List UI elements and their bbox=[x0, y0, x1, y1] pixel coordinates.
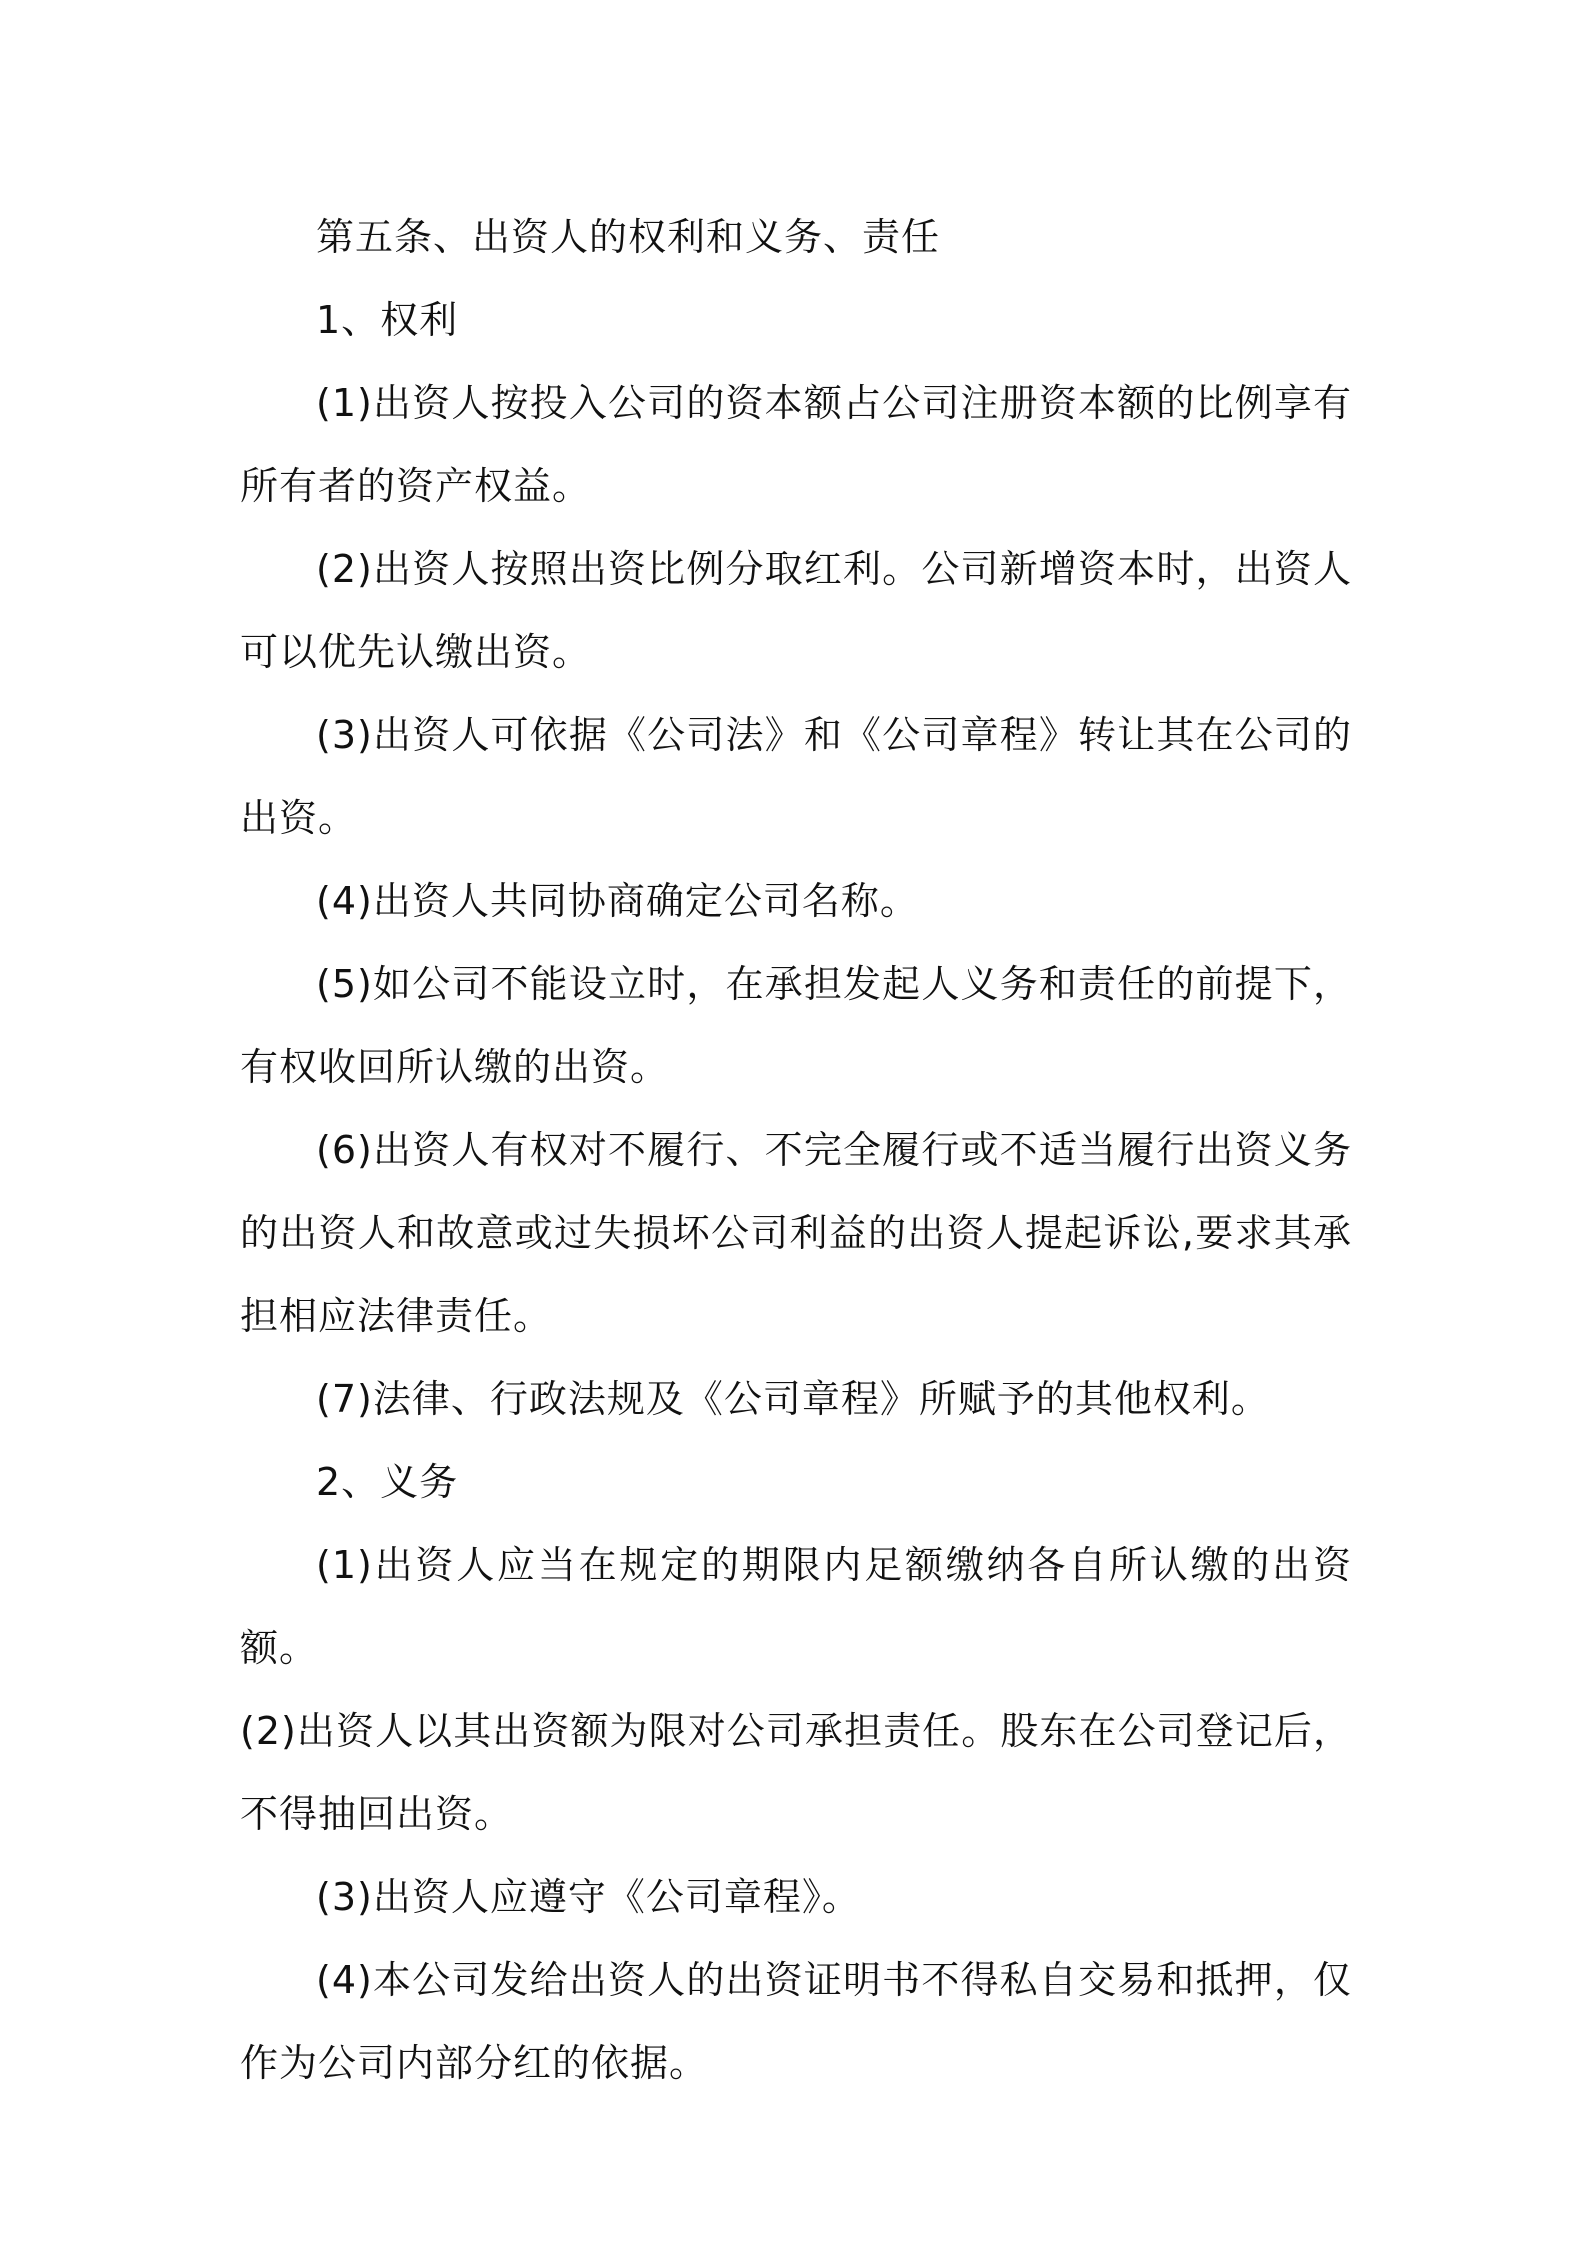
rights-item-3: (3)出资人可依据《公司法》和《公司章程》转让其在公司的出资。 bbox=[240, 713, 1352, 840]
obligations-item-4: (4)本公司发给出资人的出资证明书不得私自交易和抵押，仅作为公司内部分红的依据。 bbox=[240, 1958, 1352, 2085]
section-heading-obligations: 2、义务 bbox=[316, 1460, 459, 1504]
obligations-item-3: (3)出资人应遵守《公司章程》。 bbox=[316, 1875, 861, 1919]
obligations-item-1: (1)出资人应当在规定的期限内足额缴纳各自所认缴的出资额。 bbox=[240, 1543, 1352, 1670]
rights-item-4: (4)出资人共同协商确定公司名称。 bbox=[316, 879, 919, 923]
rights-item-1: (1)出资人按投入公司的资本额占公司注册资本额的比例享有所有者的资产权益。 bbox=[240, 381, 1352, 508]
section-heading-rights: 1、权利 bbox=[316, 298, 459, 342]
obligations-item-2: (2)出资人以其出资额为限对公司承担责任。股东在公司登记后，不得抽回出资。 bbox=[240, 1709, 1352, 1836]
document-body bbox=[240, 196, 1352, 2105]
rights-item-7: (7)法律、行政法规及《公司章程》所赋予的其他权利。 bbox=[316, 1377, 1270, 1421]
rights-item-5: (5)如公司不能设立时，在承担发起人义务和责任的前提下，有权收回所认缴的出资。 bbox=[240, 962, 1352, 1089]
article-title: 第五条、出资人的权利和义务、责任 bbox=[316, 215, 941, 259]
rights-item-2: (2)出资人按照出资比例分取红利。公司新增资本时，出资人可以优先认缴出资。 bbox=[240, 547, 1352, 674]
rights-item-6: (6)出资人有权对不履行、不完全履行或不适当履行出资义务的出资人和故意或过失损坏公司利益的出资人提起诉讼,要求其承担相应法律责任。 bbox=[240, 1128, 1352, 1338]
